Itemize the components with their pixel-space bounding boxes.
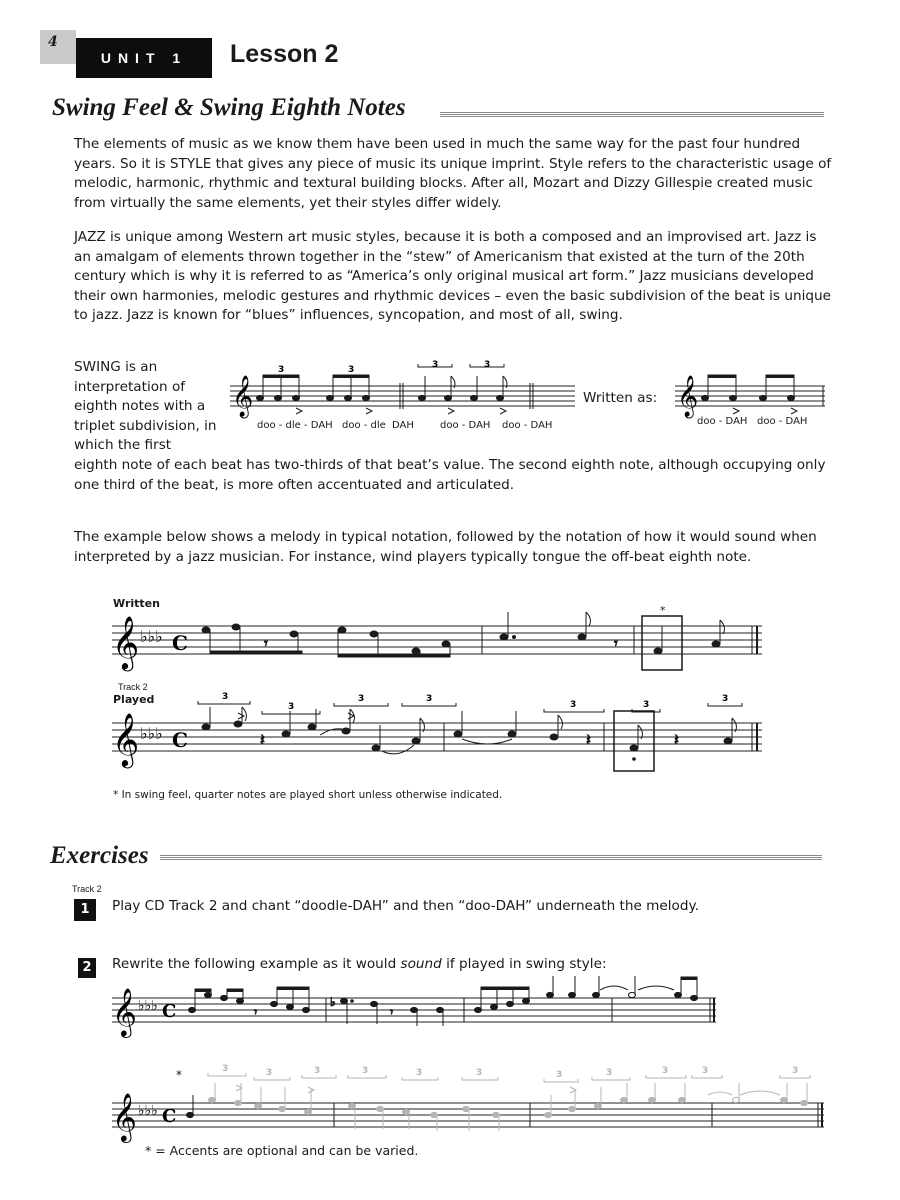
syllable-doodledah: doo - dle - DAH bbox=[257, 420, 333, 431]
triplet-numeral: 3 bbox=[570, 700, 577, 710]
svg-text:♭♭♭: ♭♭♭ bbox=[140, 627, 163, 646]
triplet-numeral: 3 bbox=[662, 1066, 669, 1076]
triplet-numeral: 3 bbox=[222, 692, 229, 702]
treble-clef-icon: 𝄞 bbox=[112, 987, 137, 1036]
triplet-numeral: 3 bbox=[426, 694, 433, 704]
exercises-title: Exercises bbox=[50, 842, 149, 869]
triplet-numeral: 3 bbox=[222, 1064, 229, 1074]
svg-text:𝄾: 𝄾 bbox=[254, 1005, 258, 1019]
exercise-number-2: 2 bbox=[78, 958, 96, 978]
syllable-dah: DAH bbox=[392, 420, 414, 431]
unit-badge: UNIT 1 bbox=[76, 38, 212, 78]
svg-text:C: C bbox=[172, 631, 188, 655]
svg-text:C: C bbox=[162, 1106, 177, 1127]
asterisk-mark: * bbox=[660, 604, 666, 617]
triplet-numeral: 3 bbox=[314, 1066, 321, 1076]
svg-text:C: C bbox=[172, 728, 188, 752]
triplet-numeral: 3 bbox=[606, 1068, 613, 1078]
triplet-numeral: 3 bbox=[348, 365, 355, 375]
treble-clef-icon: 𝄞 bbox=[112, 1092, 137, 1141]
exercise-2-staff bbox=[112, 987, 716, 1036]
syllable-doodah: doo - DAH bbox=[502, 420, 553, 431]
paragraph-style: The elements of music as we know them have been used in much the same way for the past four hundred years. So it is STYLE that gives any piece of music its unique imprint. Style refers to the characteristic usage of melodic, harmonic, rhythmic and textural building blocks. After all, Mozart and Dizzy Gillespie created music from virtually the same elements, yet their styles differ widely. bbox=[74, 136, 832, 211]
written-label: Written bbox=[113, 597, 160, 610]
written-melody-staff bbox=[112, 615, 762, 669]
svg-text:𝄽: 𝄽 bbox=[260, 730, 265, 749]
svg-text:𝄾: 𝄾 bbox=[614, 636, 618, 652]
paragraph-swing-intro: SWING is an interpretation of eighth notes with a triplet subdivision, in which the first bbox=[74, 359, 217, 454]
exercise-number-1: 1 bbox=[74, 899, 96, 921]
asterisk-mark: * bbox=[176, 1068, 182, 1082]
paragraph-swing-cont: eighth note of each beat has two-thirds of that beat’s value. The second eighth note, although occupying only one third of the beat, is more often accentuated and articulated. bbox=[74, 457, 826, 493]
triplet-numeral: 3 bbox=[702, 1066, 709, 1076]
svg-text:𝄾: 𝄾 bbox=[390, 1005, 394, 1019]
lesson-title: Lesson 2 bbox=[230, 40, 339, 68]
svg-text:♭♭♭: ♭♭♭ bbox=[138, 998, 158, 1014]
treble-clef-icon: 𝄞 bbox=[112, 615, 140, 669]
syllable-written-doodah: doo - DAH bbox=[697, 416, 748, 427]
triplet-numeral: 3 bbox=[792, 1066, 799, 1076]
played-label: Played bbox=[113, 693, 155, 706]
triplet-numeral: 3 bbox=[484, 360, 491, 370]
triplet-numeral: 3 bbox=[416, 1068, 423, 1078]
svg-text:𝄽: 𝄽 bbox=[586, 730, 591, 749]
triplet-numeral: 3 bbox=[266, 1068, 273, 1078]
treble-clef-icon: 𝄞 bbox=[112, 712, 140, 766]
section-rule bbox=[440, 112, 824, 118]
exercise-1-text: Play CD Track 2 and chant “doodle-DAH” and then “doo-DAH” underneath the melody. bbox=[112, 898, 699, 914]
triplet-numeral: 3 bbox=[432, 360, 439, 370]
page-number: 4 bbox=[40, 30, 76, 64]
triplet-numeral: 3 bbox=[643, 700, 650, 710]
track-label: Track 2 bbox=[118, 682, 148, 692]
triplet-numeral: 3 bbox=[556, 1070, 563, 1080]
syllable-doodle: doo - dle bbox=[342, 420, 386, 431]
triplet-numeral: 3 bbox=[362, 1066, 369, 1076]
track-label: Track 2 bbox=[72, 884, 102, 894]
section-title: Swing Feel & Swing Eighth Notes bbox=[52, 94, 406, 121]
footnote-accents: * = Accents are optional and can be varied. bbox=[145, 1143, 419, 1158]
svg-text:♭♭♭: ♭♭♭ bbox=[138, 1103, 158, 1119]
exercises-rule bbox=[160, 855, 822, 861]
written-as-label: Written as: bbox=[583, 390, 658, 406]
svg-text:𝄾: 𝄾 bbox=[264, 636, 268, 652]
triplet-numeral: 3 bbox=[278, 365, 285, 375]
svg-text:♭: ♭ bbox=[330, 995, 336, 1009]
triplet-numeral: 3 bbox=[722, 694, 729, 704]
exercise-answer-staff bbox=[112, 1064, 824, 1145]
svg-text:C: C bbox=[162, 1001, 177, 1022]
svg-text:♭♭♭: ♭♭♭ bbox=[140, 724, 163, 743]
treble-clef-icon: 𝄞 bbox=[677, 376, 699, 417]
paragraph-jazz: JAZZ is unique among Western art music styles, because it is both a composed and an improvised art. Jazz is an amalgam of elements thrown together in the “stew” of Americanism that existed at the turn of the 20th century which is why it is referred to as “America’s only original musical art form.” Jazz musicians developed their own harmonies, melodic gestures and rhythmic devices – even the basic subdivision of the beat is unique to jazz. Jazz is known for “blues” influences, syncopation, and most of all, swing. bbox=[74, 229, 831, 324]
swing-rhythm-staff bbox=[230, 360, 575, 418]
exercise-2-text: Rewrite the following example as it would sound if played in swing style: bbox=[112, 956, 607, 972]
triplet-numeral: 3 bbox=[358, 694, 365, 704]
triplet-numeral: 3 bbox=[288, 702, 295, 712]
footnote-swing: * In swing feel, quarter notes are played short unless otherwise indicated. bbox=[113, 789, 503, 801]
written-as-staff bbox=[675, 378, 825, 418]
treble-clef-icon: 𝄞 bbox=[232, 376, 254, 417]
paragraph-example: The example below shows a melody in typical notation, followed by the notation of how it would sound when interpreted by a jazz musician. For instance, wind players typically tongue the off-beat eighth note. bbox=[74, 529, 817, 565]
syllable-written-doodah: doo - DAH bbox=[757, 416, 808, 427]
triplet-numeral: 3 bbox=[476, 1068, 483, 1078]
syllable-doodah: doo - DAH bbox=[440, 420, 491, 431]
svg-text:𝄽: 𝄽 bbox=[674, 730, 679, 749]
